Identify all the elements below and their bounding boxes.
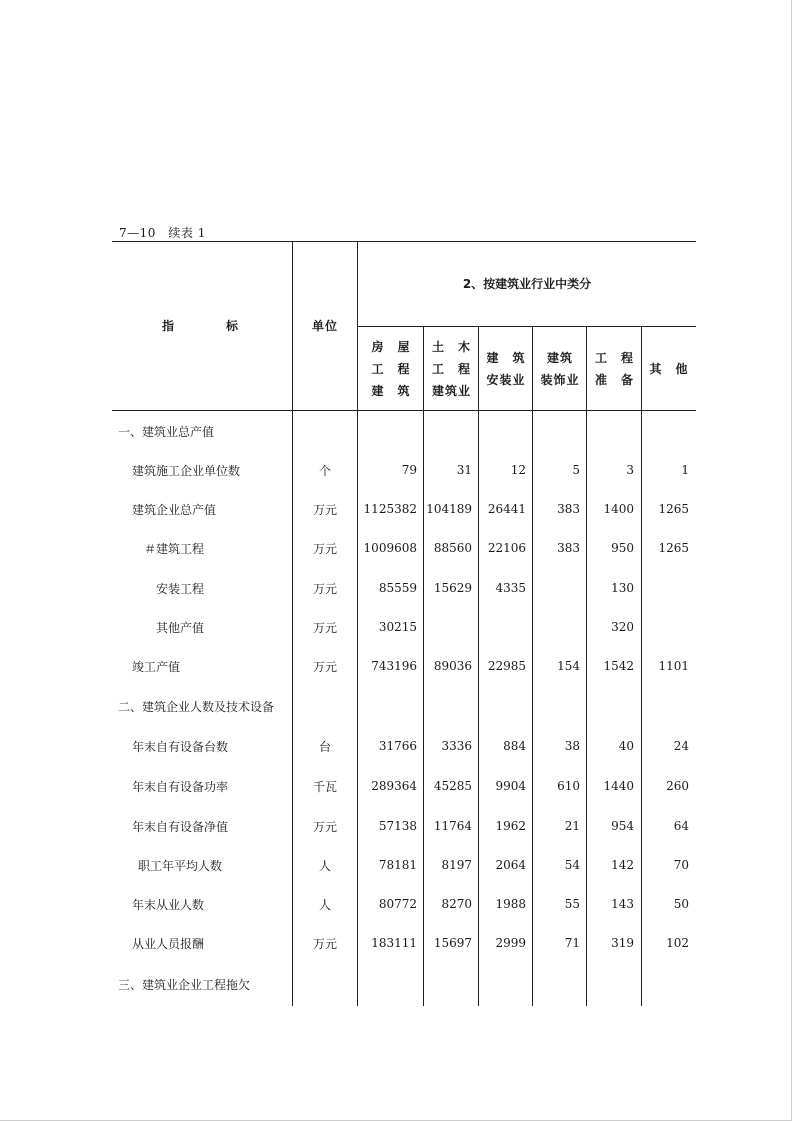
value-cell: 289364 — [371, 779, 417, 793]
header-indicator: 指 标 — [161, 319, 242, 333]
value-cell: 85559 — [378, 581, 417, 595]
value-cell: 743196 — [371, 659, 417, 673]
row-label: 一、建筑业总产值 — [118, 424, 215, 439]
value-cell: 31766 — [378, 739, 417, 753]
value-cell: 8197 — [441, 858, 472, 872]
value-cell: 383 — [557, 502, 580, 516]
value-cell: 79 — [401, 463, 417, 477]
value-cell: 24 — [673, 739, 689, 753]
value-cell: 610 — [557, 779, 580, 793]
row-unit — [293, 420, 357, 442]
value-cell: 8270 — [441, 897, 472, 911]
value-cell: 9904 — [495, 779, 526, 793]
value-cell: 55 — [564, 897, 580, 911]
value-cell: 15697 — [433, 936, 472, 950]
value-cell: 260 — [666, 779, 689, 793]
value-cell — [520, 973, 580, 995]
value-cell: 89036 — [433, 659, 472, 673]
value-cell: 70 — [673, 858, 689, 872]
value-cell — [629, 973, 689, 995]
row-label: 竣工产值 — [132, 659, 181, 674]
value-cell: 3 — [626, 463, 634, 477]
row-unit: 人 — [318, 897, 331, 912]
row-unit: 万元 — [312, 620, 337, 635]
value-cell: 143 — [611, 897, 634, 911]
value-cell: 950 — [611, 541, 634, 555]
value-cell — [357, 420, 417, 442]
row-unit: 万元 — [312, 541, 337, 556]
value-cell — [629, 616, 689, 638]
row-label: ＃建筑工程 — [144, 541, 205, 556]
subheader-line: 准 备 — [594, 372, 634, 387]
value-cell: 11764 — [433, 819, 472, 833]
value-cell: 154 — [557, 659, 580, 673]
value-cell — [520, 616, 580, 638]
value-cell: 1 — [681, 463, 689, 477]
value-cell — [574, 420, 634, 442]
value-cell: 1400 — [603, 502, 634, 516]
header-unit: 单位 — [311, 319, 338, 333]
subheader-line: 建 筑 — [486, 350, 526, 365]
value-cell — [466, 420, 526, 442]
value-cell: 104189 — [426, 502, 472, 516]
value-cell — [629, 695, 689, 717]
value-cell: 1962 — [495, 819, 526, 833]
value-cell — [629, 577, 689, 599]
value-cell — [520, 420, 580, 442]
subheader-line: 其 他 — [649, 361, 689, 376]
value-cell: 80772 — [378, 897, 417, 911]
value-cell — [412, 420, 472, 442]
value-cell: 102 — [666, 936, 689, 950]
value-cell: 54 — [564, 858, 580, 872]
subheader-col-2 — [424, 327, 479, 410]
value-cell: 71 — [564, 936, 580, 950]
row-label: 建筑企业总产值 — [132, 502, 217, 517]
value-cell — [574, 695, 634, 717]
subheader-col-5 — [587, 327, 642, 410]
value-cell: 12 — [510, 463, 526, 477]
subheader-line: 土 木 — [431, 339, 471, 354]
table-caption: 7—10 续表 1 — [119, 226, 206, 240]
value-cell: 2064 — [495, 858, 526, 872]
row-label: 从业人员报酬 — [132, 936, 205, 951]
value-cell: 50 — [673, 897, 689, 911]
value-cell — [357, 973, 417, 995]
value-cell: 21 — [564, 819, 580, 833]
value-cell: 15629 — [433, 581, 472, 595]
value-cell: 1265 — [658, 541, 689, 555]
value-cell: 884 — [503, 739, 526, 753]
row-unit: 万元 — [312, 936, 337, 951]
row-label: 年末从业人数 — [132, 897, 205, 912]
subheader-line: 工 程 — [594, 350, 634, 365]
value-cell — [412, 973, 472, 995]
subheader-line: 建 筑 — [371, 383, 411, 398]
subheader-col-6 — [642, 327, 696, 410]
value-cell — [412, 695, 472, 717]
value-cell — [412, 616, 472, 638]
value-cell: 320 — [611, 620, 634, 634]
row-label: 建筑施工企业单位数 — [132, 463, 241, 478]
value-cell: 1265 — [658, 502, 689, 516]
value-cell: 22106 — [487, 541, 526, 555]
value-cell: 319 — [611, 936, 634, 950]
value-cell: 383 — [557, 541, 580, 555]
row-label: 年末自有设备台数 — [132, 739, 229, 754]
row-label: 其他产值 — [156, 620, 205, 635]
value-cell: 57138 — [378, 819, 417, 833]
value-cell — [629, 420, 689, 442]
header-bottom-rule — [112, 410, 696, 411]
value-cell: 5 — [572, 463, 580, 477]
value-cell: 31 — [456, 463, 472, 477]
value-cell — [466, 695, 526, 717]
subheader-line: 安装业 — [486, 372, 526, 387]
subheader-col-1 — [358, 327, 424, 410]
value-cell: 1542 — [603, 659, 634, 673]
value-cell: 30215 — [378, 620, 417, 634]
subheader-line: 工 程 — [371, 361, 411, 376]
value-cell: 954 — [611, 819, 634, 833]
value-cell: 1009608 — [363, 541, 417, 555]
value-cell: 78181 — [378, 858, 417, 872]
header-group-title: 2、按建筑业行业中类分 — [462, 277, 592, 291]
row-unit: 万元 — [312, 502, 337, 517]
value-cell: 1440 — [603, 779, 634, 793]
row-label: 三、建筑业企业工程拖欠 — [118, 977, 251, 992]
value-cell — [357, 695, 417, 717]
subheader-col-3 — [479, 327, 533, 410]
subheader-line: 房 屋 — [371, 339, 411, 354]
value-cell — [466, 616, 526, 638]
value-cell: 45285 — [433, 779, 472, 793]
subheader-line: 建筑业 — [431, 383, 471, 398]
value-cell: 130 — [611, 581, 634, 595]
row-label: 年末自有设备净值 — [132, 819, 229, 834]
row-unit: 万元 — [312, 659, 337, 674]
value-cell: 142 — [611, 858, 634, 872]
value-cell: 1125382 — [363, 502, 417, 516]
row-unit: 台 — [318, 739, 331, 754]
row-label: 职工年平均人数 — [138, 858, 223, 873]
subheader-col-4 — [533, 327, 587, 410]
value-cell: 2999 — [495, 936, 526, 950]
subheader-line: 装饰业 — [540, 372, 580, 387]
value-cell: 40 — [618, 739, 634, 753]
subheader-line: 工 程 — [431, 361, 471, 376]
row-unit: 人 — [318, 858, 331, 873]
value-cell: 64 — [673, 819, 689, 833]
row-unit: 千瓦 — [312, 779, 337, 794]
value-cell: 183111 — [371, 936, 417, 950]
value-cell: 1988 — [495, 897, 526, 911]
row-unit: 万元 — [312, 581, 337, 596]
value-cell — [520, 577, 580, 599]
value-cell: 38 — [564, 739, 580, 753]
row-label: 安装工程 — [156, 581, 205, 596]
value-cell — [466, 973, 526, 995]
value-cell: 26441 — [487, 502, 526, 516]
row-unit: 个 — [318, 463, 331, 478]
value-cell — [520, 695, 580, 717]
value-cell: 88560 — [433, 541, 472, 555]
row-unit — [293, 695, 357, 717]
row-unit: 万元 — [312, 819, 337, 834]
value-cell: 22985 — [487, 659, 526, 673]
value-cell: 3336 — [441, 739, 472, 753]
subheader-line: 建筑 — [546, 350, 573, 365]
value-cell: 4335 — [495, 581, 526, 595]
value-cell: 1101 — [658, 659, 689, 673]
row-label: 二、建筑企业人数及技术设备 — [118, 699, 275, 714]
row-unit — [293, 973, 357, 995]
row-label: 年末自有设备功率 — [132, 779, 229, 794]
value-cell — [574, 973, 634, 995]
